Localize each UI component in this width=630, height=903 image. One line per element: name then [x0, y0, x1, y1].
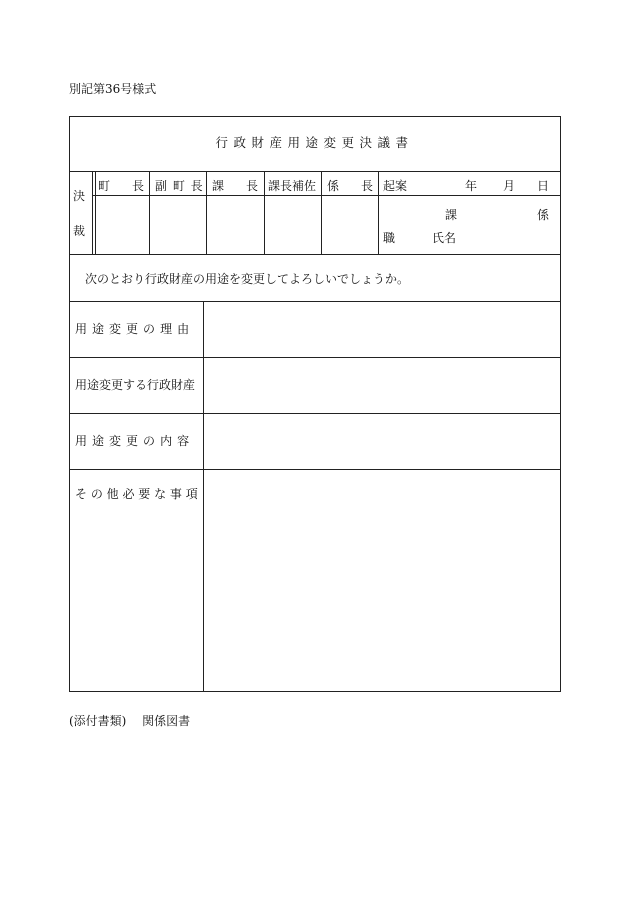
header-fukucho: 副 町 長 [155, 179, 204, 193]
drafter-ka: 課 [445, 208, 458, 222]
intro-text: 次のとおり行政財産の用途を変更してよろしいでしょうか。 [85, 272, 410, 286]
row-label-reason: 用 途 変 更 の 理 由 [75, 322, 190, 336]
header-kacho-hosa: 課長補佐 [268, 179, 317, 193]
header-year: 年 [465, 179, 478, 193]
drafter-shimei: 氏名 [432, 231, 457, 245]
kessai-label-top: 決 [73, 189, 86, 203]
kessai-label-bottom: 裁 [73, 224, 86, 238]
drafter-kakari: 係 [537, 208, 550, 222]
row-value-reason[interactable] [204, 302, 560, 357]
drafter-shoku: 職 [383, 231, 396, 245]
attachments-note: (添付書類) 関係図書 [69, 714, 191, 728]
row-label-other: そ の 他 必 要 な 事 項 [75, 487, 198, 501]
header-day: 日 [537, 179, 550, 193]
header-kian: 起案 [383, 179, 408, 193]
row-label-property: 用途変更する行政財産 [75, 378, 196, 392]
row-value-other[interactable] [204, 470, 560, 691]
document-title: 行政財産用途変更決議書 [215, 135, 414, 150]
row-label-content: 用 途 変 更 の 内 容 [75, 434, 190, 448]
row-value-property[interactable] [204, 358, 560, 413]
row-value-content[interactable] [204, 414, 560, 469]
header-month: 月 [503, 179, 516, 193]
form-number: 別記第36号様式 [69, 82, 157, 96]
